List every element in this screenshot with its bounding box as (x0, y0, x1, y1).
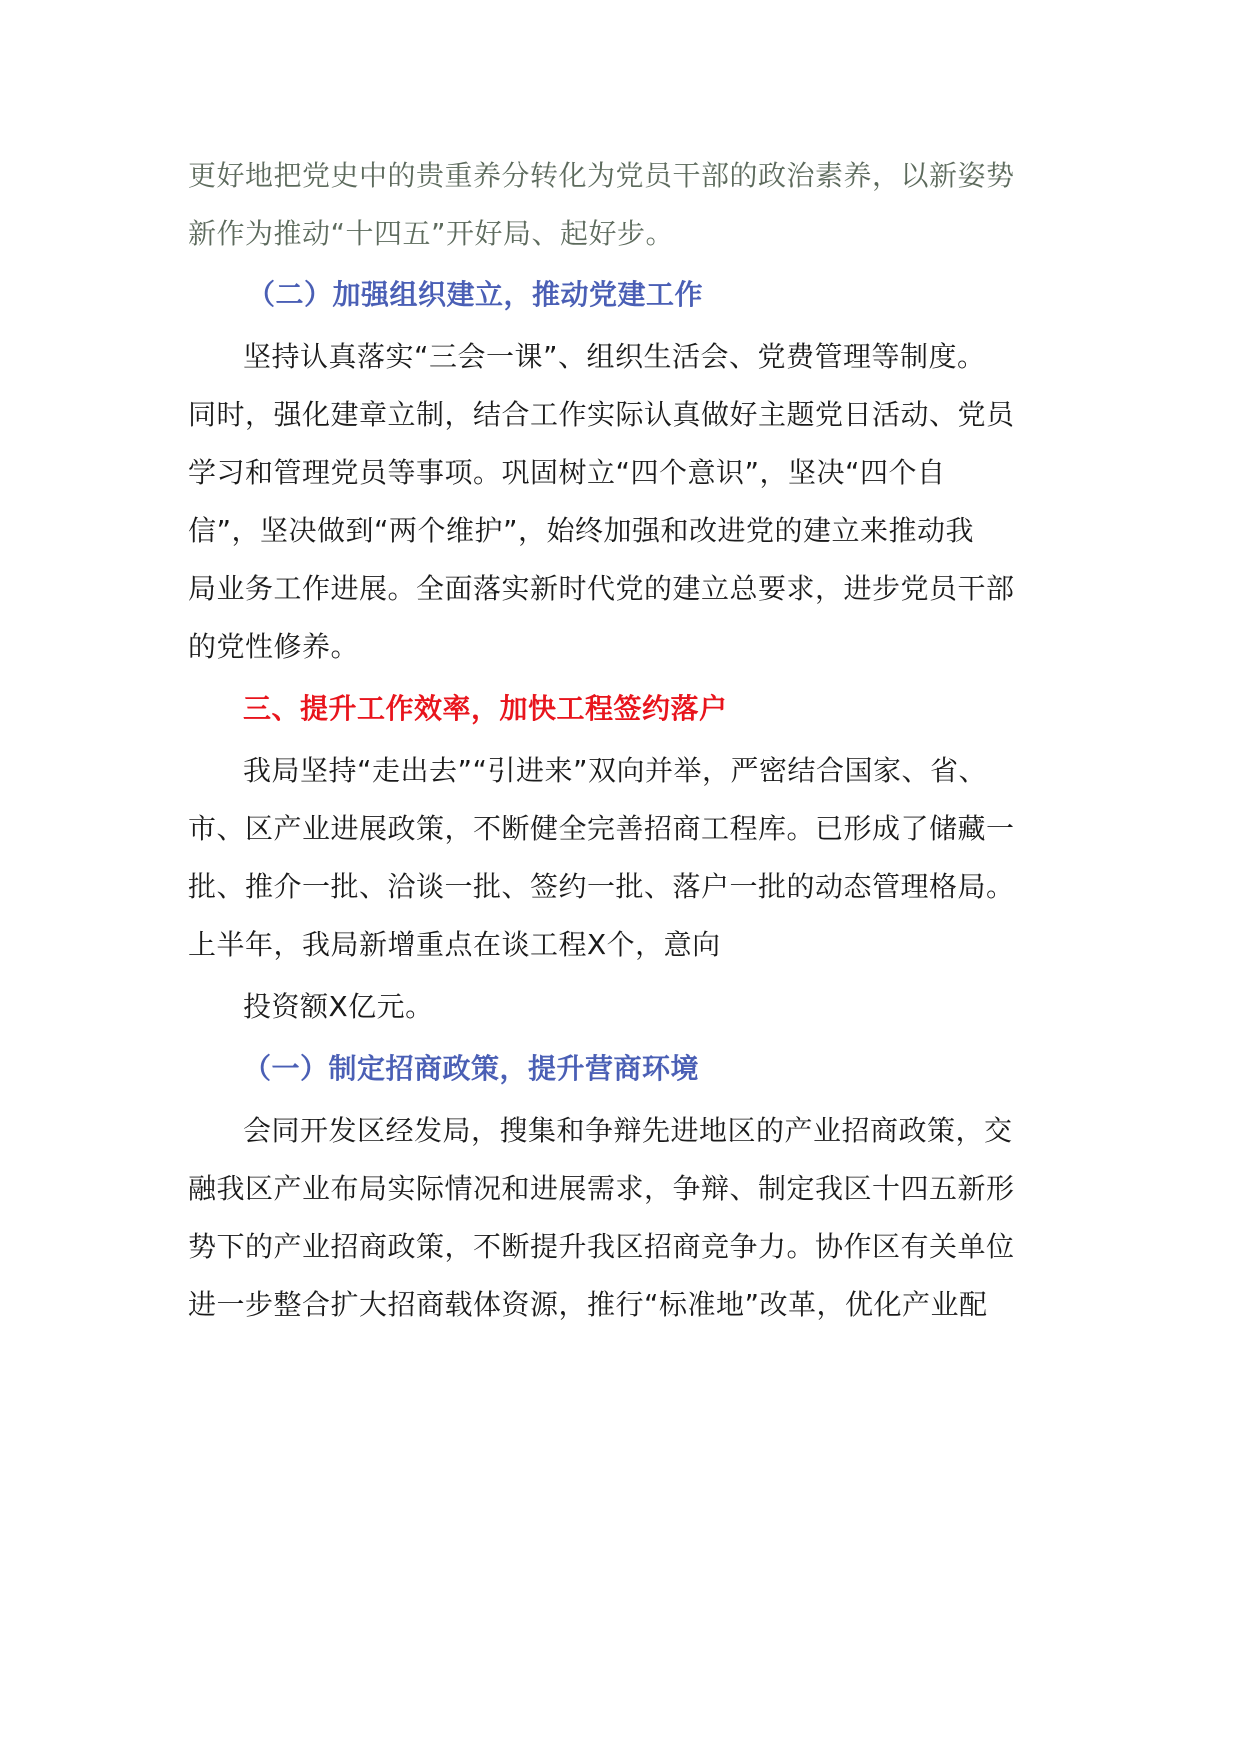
paragraph-line: 更好地把党史中的贵重养分转化为党员干部的政治素养，以新姿势 (188, 159, 1015, 192)
paragraph-line: 坚持认真落实“三会一课”、组织生活会、党费管理等制度。 (243, 340, 986, 373)
paragraph-line: 会同开发区经发局，搜集和争辩先进地区的产业招商政策，交 (243, 1114, 1013, 1147)
paragraph-line: 同时，强化建章立制，结合工作实际认真做好主题党日活动、党员 (188, 398, 1015, 431)
paragraph-line: 信”，坚决做到“两个维护”，始终加强和改进党的建立来推动我 (188, 514, 975, 547)
paragraph-line: 势下的产业招商政策，不断提升我区招商竞争力。协作区有关单位 (188, 1230, 1015, 1263)
paragraph-line: 我局坚持“走出去”“引进来”双向并举，严密结合国家、省、 (243, 754, 988, 787)
paragraph-line: 投资额X亿元。 (243, 990, 434, 1023)
paragraph-line: 局业务工作进展。全面落实新时代党的建立总要求，进步党员干部 (188, 572, 1015, 605)
paragraph-line: 进一步整合扩大招商载体资源，推行“标准地”改革，优化产业配 (188, 1288, 988, 1321)
paragraph-line: 上半年，我局新增重点在谈工程X个，意向 (188, 928, 721, 961)
paragraph-line: 市、区产业进展政策，不断健全完善招商工程库。已形成了储藏一 (188, 812, 1015, 845)
paragraph-line: 学习和管理党员等事项。巩固树立“四个意识”，坚决“四个自 (188, 456, 946, 489)
section-subheading: （二）加强组织建立，推动党建工作 (247, 278, 704, 311)
paragraph-line: 批、推介一批、洽谈一批、签约一批、落户一批的动态管理格局。 (188, 870, 1015, 903)
section-heading: 三、提升工作效率，加快工程签约落户 (243, 692, 728, 725)
paragraph-line: 的党性修养。 (188, 630, 360, 663)
paragraph-line: 新作为推动“十四五”开好局、起好步。 (188, 217, 675, 250)
section-subheading: （一）制定招商政策，提升营商环境 (243, 1052, 700, 1085)
paragraph-line: 融我区产业布局实际情况和进展需求，争辩、制定我区十四五新形 (188, 1172, 1015, 1205)
